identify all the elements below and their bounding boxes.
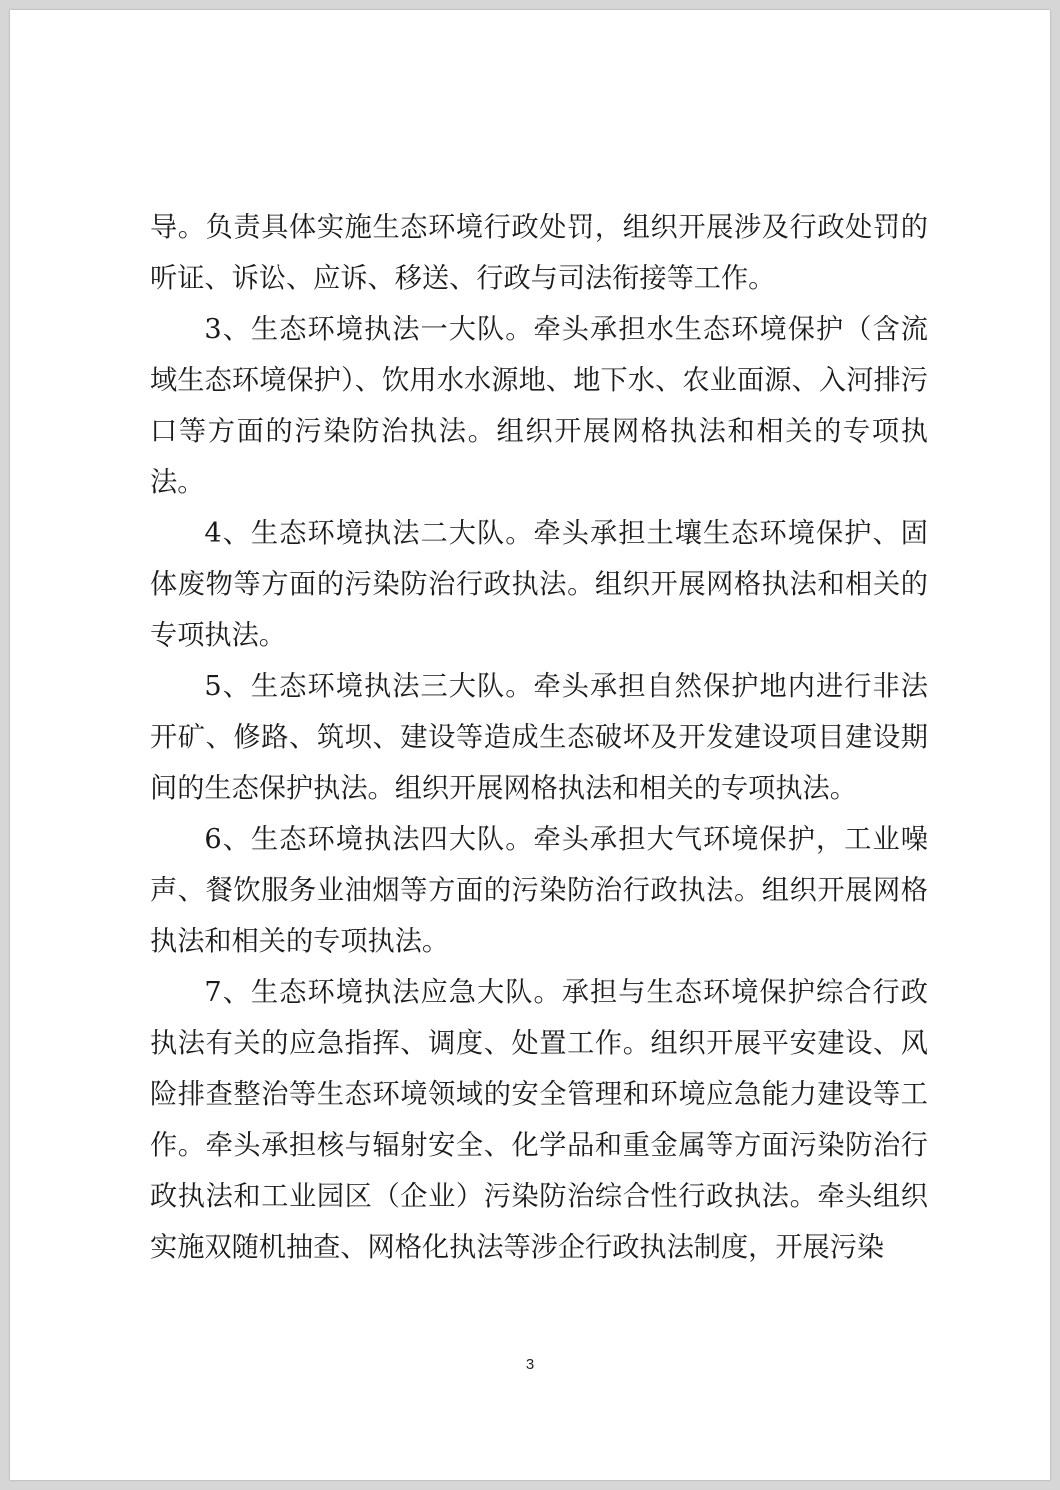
document-body xyxy=(150,202,928,1273)
paragraph-continuation: 导。负责具体实施生态环境行政处罚，组织开展涉及行政处罚的听证、诉讼、应诉、移送、行政与司法衔接等工作。 xyxy=(150,212,928,294)
document-page xyxy=(10,10,1050,1480)
paragraph-first-brigade: 3、生态环境执法一大队。牵头承担水生态环境保护（含流域生态环境保护）、饮用水水源地、地下水、农业面源、入河排污口等方面的污染防治执法。组织开展网格执法和相关的专项执法。 xyxy=(150,314,928,498)
page-number: 3 xyxy=(525,1356,535,1373)
paragraph-emergency-brigade: 7、生态环境执法应急大队。承担与生态环境保护综合行政执法有关的应急指挥、调度、处置工作。组织开展平安建设、风险排查整治等生态环境领域的安全管理和环境应急能力建设等工作。牵头承担核与辐射安全、化学品和重金属等方面污染防治行政执法和工业园区（企业）污染防治综合性行政执法。牵头组织实施双随机抽查、网格化执法等涉企行政执法制度，开展污染 xyxy=(150,977,928,1263)
paragraph-second-brigade: 4、生态环境执法二大队。牵头承担土壤生态环境保护、固体废物等方面的污染防治行政执法。组织开展网格执法和相关的专项执法。 xyxy=(150,518,928,651)
paragraph-fourth-brigade: 6、生态环境执法四大队。牵头承担大气环境保护，工业噪声、餐饮服务业油烟等方面的污染防治行政执法。组织开展网格执法和相关的专项执法。 xyxy=(150,824,928,957)
paragraph-third-brigade: 5、生态环境执法三大队。牵头承担自然保护地内进行非法开矿、修路、筑坝、建设等造成生态破坏及开发建设项目建设期间的生态保护执法。组织开展网格执法和相关的专项执法。 xyxy=(150,671,928,804)
